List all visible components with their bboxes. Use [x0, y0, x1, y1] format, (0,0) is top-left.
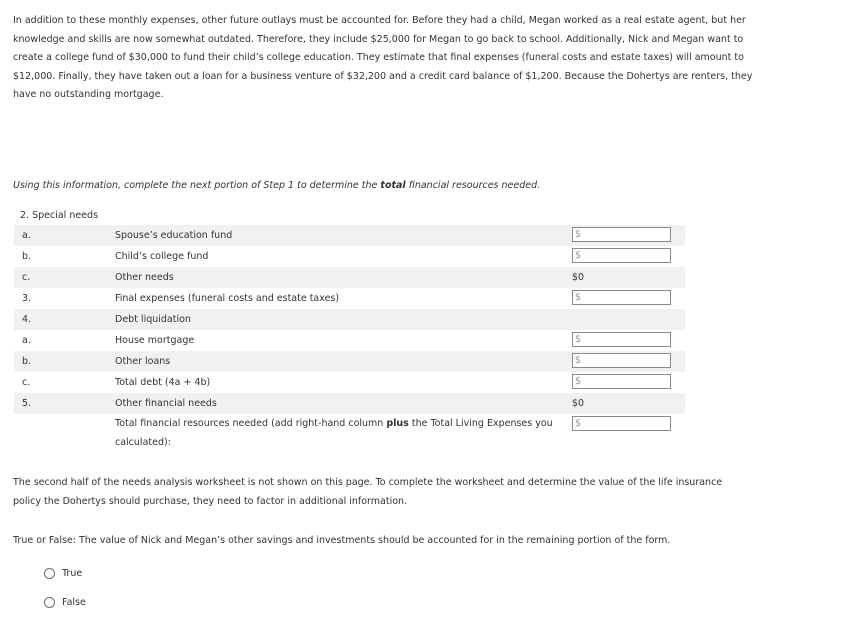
instruction-text-end: financial resources needed.	[405, 180, 541, 191]
row-number: c.	[22, 377, 31, 388]
other-loans-input[interactable]	[572, 353, 671, 368]
row-other-needs	[14, 267, 685, 288]
child-college-fund-input[interactable]	[572, 248, 671, 263]
option-label: True	[62, 567, 83, 579]
row-label: Other financial needs	[115, 398, 217, 409]
true-false-question: True or False: The value of Nick and Megan’s other savings and investments should be accounted for in the remaining portion of the form.	[13, 535, 671, 546]
row-label	[115, 414, 555, 452]
row-number: 4.	[22, 314, 32, 325]
option-false[interactable]	[44, 595, 86, 609]
instruction-text-start: Using this information, complete the next portion of Step 1 to determine the	[13, 180, 381, 191]
total-debt-input[interactable]	[572, 374, 671, 389]
radio-button[interactable]	[44, 597, 55, 608]
row-final-expenses	[14, 288, 685, 309]
row-house-mortgage	[14, 330, 685, 351]
currency-symbol: $	[575, 418, 582, 429]
row-label: Final expenses (funeral costs and estate taxes)	[115, 293, 340, 304]
row-label: Total debt (4a + 4b)	[115, 377, 211, 388]
row-child-college-fund	[14, 246, 685, 267]
row-label: Spouse’s education fund	[115, 230, 233, 241]
row-label: Child’s college fund	[115, 251, 209, 262]
currency-symbol: $	[575, 229, 582, 240]
row-number: 5.	[22, 398, 32, 409]
final-expenses-input[interactable]	[572, 290, 671, 305]
instruction-bold-word: total	[380, 180, 406, 191]
instruction-text	[13, 180, 540, 191]
row-number: 3.	[22, 293, 32, 304]
total-label-end: the Total Living Expenses you calculated):	[115, 418, 553, 448]
option-label: False	[62, 596, 86, 608]
house-mortgage-input[interactable]	[572, 332, 671, 347]
total-label-bold: plus	[386, 418, 409, 429]
second-half-paragraph: The second half of the needs analysis worksheet is not shown on this page. To complete the worksheet and determine the value of the life insurance policy the Dohertys should purchase, they need to factor in additional information.	[13, 477, 723, 507]
row-label: Other needs	[115, 272, 174, 283]
other-needs-value: $0	[572, 272, 585, 283]
row-total-debt	[14, 372, 685, 393]
worksheet-title: 2. Special needs	[20, 210, 99, 221]
row-total-financial-resources	[14, 414, 685, 452]
currency-symbol: $	[575, 355, 582, 366]
spouse-education-fund-input[interactable]	[572, 227, 671, 242]
row-label: Debt liquidation	[115, 314, 191, 325]
row-other-loans	[14, 351, 685, 372]
currency-symbol: $	[575, 334, 582, 345]
currency-symbol: $	[575, 250, 582, 261]
row-number: c.	[22, 272, 31, 283]
row-label: House mortgage	[115, 335, 195, 346]
row-number: a.	[22, 335, 31, 346]
row-number: b.	[22, 251, 32, 262]
other-financial-needs-value: $0	[572, 398, 585, 409]
row-debt-liquidation	[14, 309, 685, 330]
scenario-paragraph: In addition to these monthly expenses, other future outlays must be accounted for. Before they had a child, Megan worked as a real estate agent, but her knowledge and skills are now somewhat outdated. Therefore, they include $25,000 for Megan to go back to school. Additionally, Nick and Megan want to create a college fund of $30,000 to fund their child’s college education. They estimate that final expenses (funeral costs and estate taxes) will amount to $12,000. Finally, they have taken out a loan for a business venture of $32,200 and a credit card balance of $1,200. Because the Dohertys are renters, they have no outstanding mortgage.	[13, 15, 753, 100]
total-label-start: Total financial resources needed (add right-hand column	[115, 418, 387, 429]
row-number: b.	[22, 356, 32, 367]
currency-symbol: $	[575, 292, 582, 303]
special-needs-worksheet	[14, 207, 685, 452]
row-number: a.	[22, 230, 31, 241]
option-true[interactable]	[44, 566, 82, 580]
currency-symbol: $	[575, 376, 582, 387]
row-other-financial-needs	[14, 393, 685, 414]
radio-button[interactable]	[44, 568, 55, 579]
row-label: Other loans	[115, 356, 171, 367]
row-spouse-education-fund	[14, 225, 685, 246]
total-financial-resources-input[interactable]	[572, 416, 671, 431]
